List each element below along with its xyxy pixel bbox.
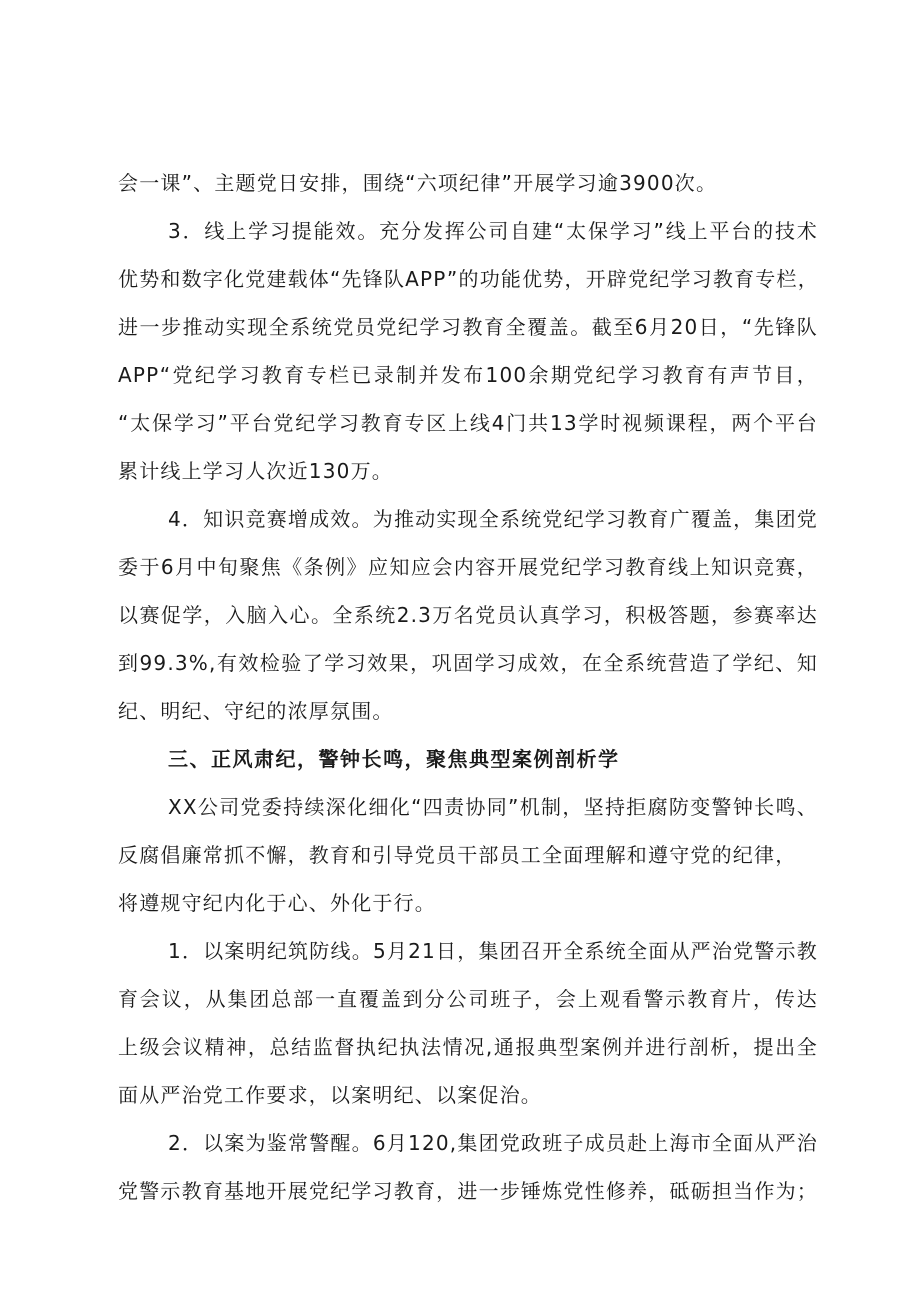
section-heading: 三、正风肃纪，警钟长鸣，聚焦典型案例剖析学	[168, 747, 620, 771]
text-line: 2．以案为鉴常警醒。6月120,集团党政班子成员赴上海市全面从严治	[168, 1131, 818, 1155]
text-line: 会一课”、主题党日安排，围绕“六项纪律”开展学习逾3900次。	[118, 171, 718, 195]
text-line: 反腐倡廉常抓不懈，教育和引导党员干部员工全面理解和遵守党的纪律，	[118, 843, 797, 867]
text-line: 面从严治党工作要求，以案明纪、以案促治。	[118, 1083, 542, 1107]
text-line: 委于6月中旬聚焦《条例》应知应会内容开展党纪学习教育线上知识竞赛，	[118, 555, 818, 579]
text-line: “太保学习”平台党纪学习教育专区上线4门共13学时视频课程，两个平台	[118, 411, 818, 435]
text-line: 累计线上学习人次近130万。	[118, 459, 393, 483]
text-line: 4．知识竞赛增成效。为推动实现全系统党纪学习教育广覆盖，集团党	[168, 507, 818, 531]
text-line: 育会议，从集团总部一直覆盖到分公司班子，会上观看警示教育片，传达	[118, 987, 818, 1011]
text-line: 将遵规守纪内化于心、外化于行。	[118, 891, 436, 915]
text-line: 到99.3%,有效检验了学习效果，巩固学习成效，在全系统营造了学纪、知	[118, 651, 818, 675]
text-line: 优势和数字化党建载体“先锋队APP”的功能优势，开辟党纪学习教育专栏，	[118, 267, 819, 291]
text-line: 进一步推动实现全系统党员党纪学习教育全覆盖。截至6月20日，“先锋队	[118, 315, 818, 339]
text-line: 3．线上学习提能效。充分发挥公司自建“太保学习”线上平台的技术	[168, 219, 818, 243]
text-line: APP“党纪学习教育专栏已录制并发布100余期党纪学习教育有声节目，	[118, 363, 818, 387]
text-line: 党警示教育基地开展党纪学习教育，进一步锤炼党性修养，砥砺担当作为；	[118, 1179, 818, 1203]
text-line: 1．以案明纪筑防线。5月21日，集团召开全系统全面从严治党警示教	[168, 939, 818, 963]
text-line: 以赛促学，入脑入心。全系统2.3万名党员认真学习，积极答题，参赛率达	[118, 603, 818, 627]
text-line: 上级会议精神，总结监督执纪执法情况,通报典型案例并进行剖析，提出全	[118, 1035, 818, 1059]
text-line: 纪、明纪、守纪的浓厚氛围。	[118, 699, 394, 723]
text-line: XX公司党委持续深化细化“四责协同”机制，坚持拒腐防变警钟长鸣、	[168, 795, 818, 819]
